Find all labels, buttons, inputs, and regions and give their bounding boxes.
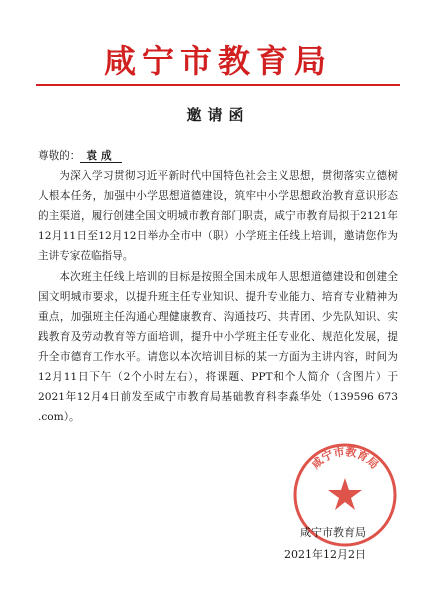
seal-star-icon	[328, 478, 362, 510]
recipient-name: 袁成	[80, 150, 121, 163]
paragraph-2: 本次班主任线上培训的目标是按照全国未成年人思想道德建设和创建全国文明城市要求，以提升班主任专业知识、提升专业能力、培育专业精神为重点，加强班主任沟通心理健康教育、沟通技巧、共青团、少先队知识、实践教育及劳动教育等方面培训，提升中小学班主任专业化、规范化发展，提升全市德育工作水平。请您以本次培训目标的某一方面为主讲内容，时间为12月11日下午（2个小时左右），将课题、PPT和个人简介（含图片）于2021年12月4日前发至咸宁市教育局基础教育科李淼华处（1395‌‌‌‌96‌‌‌‌ ‌‌‌‌673‌‌‌‌ ‌‌‌‌‌‌‌‌‌‌‌‌.com）。	[38, 270, 398, 424]
letter-body	[38, 146, 398, 427]
org-letterhead-title: 咸宁市教育局	[103, 42, 332, 80]
salutation	[38, 146, 398, 166]
letterhead-divider	[36, 84, 400, 86]
signature-block	[0, 522, 366, 566]
signature-org: 咸宁市教育局	[300, 526, 366, 539]
svg-text:咸宁市教育局	[308, 444, 380, 471]
document-title: 邀请函	[186, 106, 250, 124]
seal-text: 咸宁市教育局	[309, 445, 381, 472]
signature-date: 2021年12月2日	[284, 548, 366, 561]
salutation-prefix: 尊敬的：	[38, 150, 81, 162]
paragraph-1: 为深入学习贯彻习近平新时代中国特色社会主义思想，贯彻落实立德树人根本任务，加强中小学思想道德建设，筑牢中小学思想政治教育意识形态的主渠道，履行创建全国文明城市教育部门职责，咸宁市教育局拟于2121年12月11日至12月12日举办全市中（职）小学班主任线上培训，邀请您作为主讲专家莅临指导。	[38, 170, 398, 263]
